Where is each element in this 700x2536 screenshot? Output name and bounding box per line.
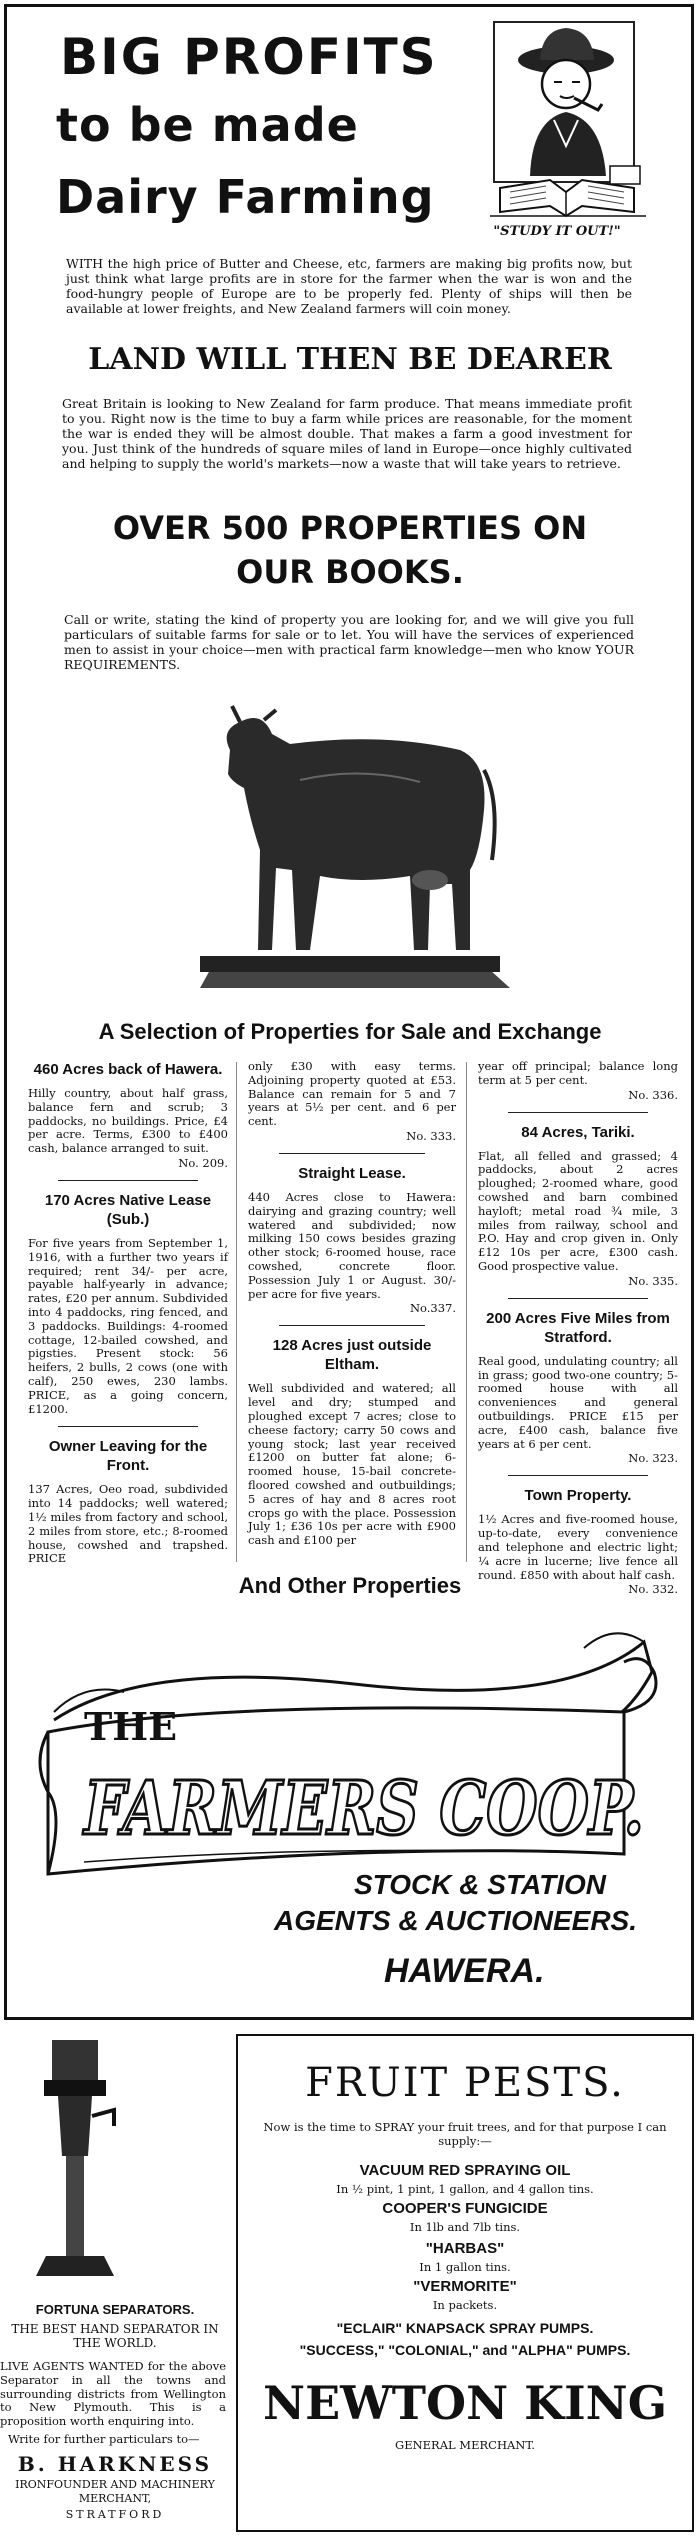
property-ref: No. 335. bbox=[628, 1273, 678, 1288]
column-separator bbox=[236, 1062, 237, 1562]
property-listing bbox=[478, 1309, 678, 1466]
property-text: Flat, all felled and grassed; 4 paddocks, about 2 acres ploughed; 2-roomed whare, good cowshed and barn combined hayloft; metal road ¾ mile, 3 miles from railway, school and P.O. Hay and crop given in. Only £12 10s per acre, £300 cash. Good prospective value. bbox=[478, 1148, 678, 1273]
banner-the: THE bbox=[84, 1704, 178, 1749]
fruit-pests-intro: Now is the time to SPRAY your fruit trees, and for that purpose I can supply:— bbox=[263, 2120, 667, 2148]
banner-line2: AGENTS & AUCTIONEERS. bbox=[274, 1905, 637, 1936]
fortuna-text: LIVE AGENTS WANTED for the above Separator in all the towns and surrounding districts from Wellington to New Plymouth. This is a proposition worth enquiring into. bbox=[0, 2359, 226, 2429]
harkness-name: B. HARKNESS bbox=[17, 2452, 213, 2476]
fruit-pests-item: "SUCCESS," "COLONIAL," and "ALPHA" PUMPS. bbox=[299, 2342, 631, 2358]
land-paragraph: Great Britain is looking to New Zealand for farm produce. That means immediate profit to you. Right now is the time to buy a farm while prices are reasonable, for the moment the war is ended they will be almost double. That makes a farm a good investment for you. Just think of the hundreds of square miles of land in Europe—once highly cultivated and helping to supply the world's markets—now a waste that will take years to retrieve. bbox=[62, 396, 632, 471]
property-title: Town Property. bbox=[524, 1487, 632, 1505]
property-text: 1½ Acres and five-roomed house, up-to-date, every convenience and telephone and electric light; ¼ acre in lucerne; live fence all round. £850 with about half cash. bbox=[478, 1512, 678, 1582]
newton-king-name: NEWTON KING bbox=[263, 2376, 667, 2430]
fruit-pests-ad bbox=[236, 2034, 694, 2532]
listing-rule bbox=[508, 1475, 648, 1476]
fruit-pests-item-sub: In ½ pint, 1 pint, 1 gallon, and 4 gallon tins. bbox=[336, 2182, 594, 2196]
fruit-pests-item-sub: In 1 gallon tins. bbox=[419, 2260, 511, 2274]
property-ref: No. 323. bbox=[628, 1451, 678, 1466]
property-listing bbox=[248, 1164, 456, 1315]
column-separator bbox=[466, 1062, 467, 1562]
fruit-pests-item: VACUUM RED SPRAYING OIL bbox=[359, 2162, 571, 2179]
harkness-role1: IRONFOUNDER AND MACHINERY bbox=[15, 2478, 215, 2491]
fortuna-title: FORTUNA SEPARATORS. bbox=[35, 2302, 195, 2317]
land-dearer-heading: LAND WILL THEN BE DEARER bbox=[88, 342, 612, 377]
intro-paragraph: WITH the high price of Butter and Cheese, etc, farmers are making big profits now, but just think what large profits are in store for the farmer when the war is won and the food-hungry people of Europe are to be properly fed. Plenty of ships will then be available at lower freights, and New Zealand farmers will coin money. bbox=[66, 256, 632, 316]
harkness-role2: MERCHANT, bbox=[78, 2492, 152, 2505]
separator-machine-illustration bbox=[30, 2036, 120, 2286]
newton-king-role: GENERAL MERCHANT. bbox=[395, 2438, 535, 2452]
headline-to-be-made: to be made bbox=[56, 98, 359, 152]
over-500-heading-line2: OUR BOOKS. bbox=[236, 553, 464, 591]
headline-dairy-farming: Dairy Farming bbox=[56, 170, 435, 224]
property-title: 128 Acres just outside Eltham. bbox=[272, 1337, 432, 1374]
banner-line1: STOCK & STATION bbox=[354, 1869, 606, 1900]
property-text: 440 Acres close to Hawera: dairying and grazing country; well watered and subdivided; now milking 150 cows besides grazing other stock; 6-roomed house, race cowshed, concrete floor. Possession July 1 or August. 30/- per acre for five years. bbox=[248, 1189, 456, 1301]
over-500-heading-line1: OVER 500 PROPERTIES ON bbox=[112, 509, 588, 547]
property-text: Real good, undulating country; all in grass; good two-one country; 5-roomed house with all conveniences and general outbuildings. PRICE £15 per acre, £400 cash, balance five years at 6 per cent. bbox=[478, 1353, 678, 1451]
property-text: year off principal; balance long term at 5 per cent. bbox=[478, 1059, 678, 1087]
property-listing bbox=[478, 1060, 678, 1102]
property-ref: No.337. bbox=[409, 1301, 456, 1316]
listing-rule bbox=[508, 1298, 648, 1299]
property-ref: No. 336. bbox=[628, 1087, 678, 1102]
banner-place: HAWERA. bbox=[384, 1952, 545, 1990]
property-ref: No. 209. bbox=[178, 1155, 228, 1170]
farmer-reading-illustration bbox=[470, 16, 670, 246]
call-or-write-paragraph: Call or write, stating the kind of property you are looking for, and we will give you full particulars of suitable farms for sale or to let. You will have the services of experienced men to assist in your choice—men with practical farm knowledge—men who know YOUR REQUIREMENTS. bbox=[64, 612, 634, 672]
property-listing bbox=[28, 1060, 228, 1170]
properties-column-3 bbox=[478, 1060, 678, 1596]
property-title: Owner Leaving for the Front. bbox=[48, 1438, 208, 1475]
property-title: 460 Acres back of Hawera. bbox=[33, 1061, 223, 1078]
listing-rule bbox=[279, 1325, 425, 1326]
properties-column-1 bbox=[28, 1060, 228, 1566]
banner-decor-lines bbox=[54, 1633, 644, 1712]
property-text: only £30 with easy terms. Adjoining property quoted at £53. Balance can remain for 5 and 7 years at 5½ per cent. and 6 per cent. bbox=[248, 1059, 456, 1129]
property-ref: No. 332. bbox=[628, 1582, 678, 1597]
fortuna-write: Write for further particulars to— bbox=[8, 2432, 200, 2446]
listing-rule bbox=[58, 1426, 198, 1427]
listing-rule bbox=[508, 1112, 648, 1113]
listing-rule bbox=[58, 1180, 198, 1181]
property-ref: No. 333. bbox=[406, 1128, 456, 1143]
fruit-pests-item-sub: In packets. bbox=[432, 2298, 498, 2312]
selection-heading: A Selection of Properties for Sale and Exchange bbox=[98, 1019, 602, 1044]
headline-big-profits: BIG PROFITS bbox=[60, 28, 438, 86]
farmers-coop-banner bbox=[24, 1612, 674, 2012]
fruit-pests-item: "VERMORITE" bbox=[413, 2278, 517, 2295]
fruit-pests-title: FRUIT PESTS. bbox=[305, 2060, 625, 2106]
listing-rule bbox=[279, 1153, 425, 1154]
property-text: 137 Acres, Oeo road, subdivided into 14 paddocks; well watered; 1½ miles from factory and school, 2 miles from store, etc.; 8-roomed house, cowshed and trapshed. PRICE bbox=[28, 1482, 228, 1566]
property-title: 200 Acres Five Miles from Stratford. bbox=[486, 1309, 670, 1346]
fortuna-separators-ad bbox=[0, 2030, 230, 2536]
property-listing bbox=[28, 1191, 228, 1416]
fruit-pests-item-sub: In 1lb and 7lb tins. bbox=[409, 2220, 521, 2234]
property-title: 84 Acres, Tariki. bbox=[521, 1123, 635, 1141]
property-listing bbox=[28, 1437, 228, 1566]
properties-column-2 bbox=[248, 1060, 456, 1548]
property-listing bbox=[478, 1123, 678, 1288]
harkness-place: STRATFORD bbox=[65, 2508, 165, 2521]
fruit-pests-item: COOPER'S FUNGICIDE bbox=[382, 2200, 548, 2217]
property-listing bbox=[248, 1060, 456, 1143]
property-title: 170 Acres Native Lease (Sub.) bbox=[44, 1191, 212, 1228]
banner-name: FARMERS COOP. bbox=[82, 1766, 644, 1852]
property-text: Hilly country, about half grass, balance fern and scrub; 3 paddocks, no buildings. Price, £4 per acre. Terms, £300 to £400 cash, balance arranged to suit. bbox=[28, 1086, 228, 1156]
property-title: Straight Lease. bbox=[298, 1164, 406, 1182]
property-listing bbox=[248, 1336, 456, 1548]
other-properties-heading: And Other Properties bbox=[238, 1573, 462, 1598]
fruit-pests-item: "HARBAS" bbox=[425, 2240, 505, 2257]
fruit-pests-item: "ECLAIR" KNAPSACK SPRAY PUMPS. bbox=[336, 2320, 594, 2336]
property-text: For five years from September 1, 1916, with a further two years if required; rent 34/- per acre, payable half-yearly in advance; rates, £20 per annum. Subdivided into 4 paddocks, ring fenced, and 3 paddocks. Buildings: 4-roomed cottage, 12-bailed cowshed, and pigsties. Present stock: 56 heifers, 2 bulls, 2 cows (one with calf), 250 ewes, 230 lambs. PRICE, as a going concern, £1200. bbox=[28, 1235, 228, 1416]
cow-statue-illustration bbox=[180, 670, 520, 995]
study-it-out-caption: "STUDY IT OUT!" bbox=[493, 224, 621, 239]
property-text: Well subdivided and watered; all level and dry; stumped and ploughed except 7 acres; close to cheese factory; carry 50 cows and young stock; last year received £1200 on butter fat alone; 6-roomed house, 15-bail concrete-floored cowshed and outbuildings; 5 acres of hay and 8 acres root crops go with the place. Possession July 1; £36 10s per acre with £900 cash and £100 per bbox=[248, 1381, 456, 1548]
fortuna-subtitle: THE BEST HAND SEPARATOR IN THE WORLD. bbox=[11, 2322, 219, 2350]
